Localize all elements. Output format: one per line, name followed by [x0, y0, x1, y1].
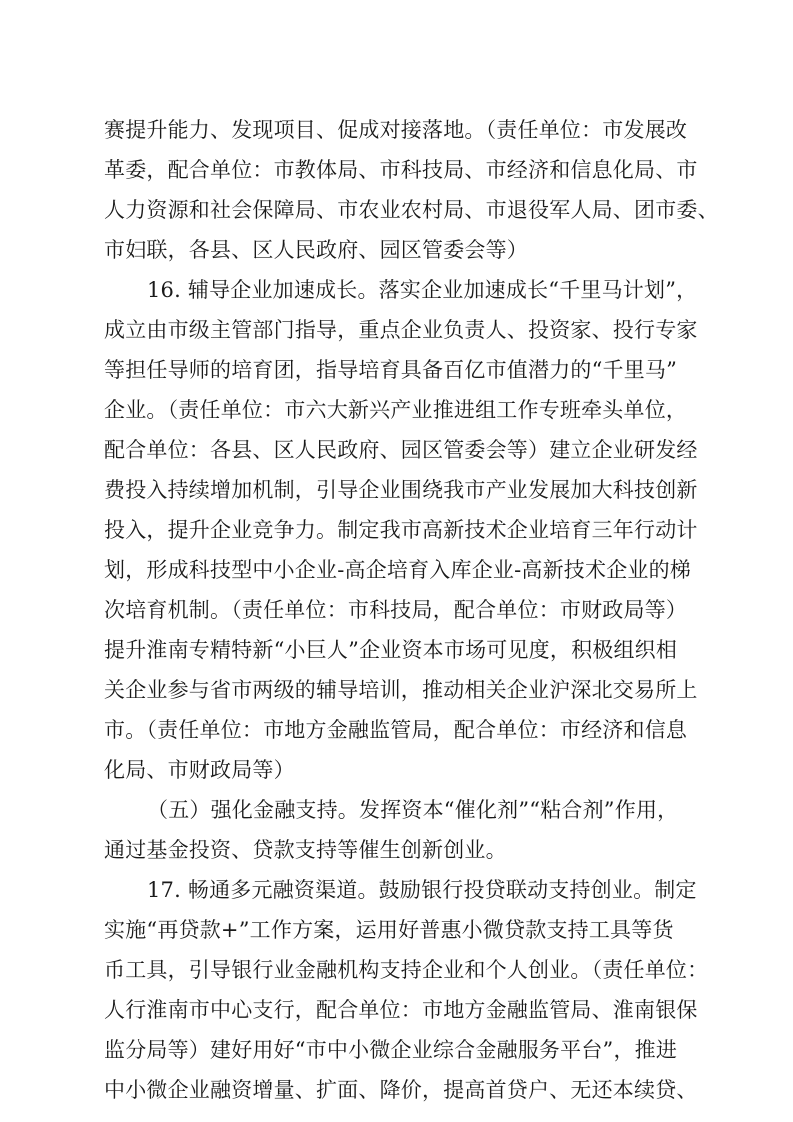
- text-line: 等担任导师的培育团，指导培育具备百亿市值潜力的“千里马”: [104, 358, 678, 382]
- text-line: 赛提升能力、发现项目、促成对接落地。（责任单位：市发展改: [104, 118, 688, 142]
- text-line: 费投入持续增加机制，引导企业围绕我市产业发展加大科技创新: [104, 478, 698, 502]
- text-line: 人力资源和社会保障局、市农业农村局、市退役军人局、团市委、: [104, 198, 719, 222]
- text-line: 划，形成科技型中小企业-高企培育入库企业-高新技术企业的梯: [104, 558, 691, 582]
- text-line: 关企业参与省市两级的辅导培训，推动相关企业沪深北交易所上: [104, 678, 698, 702]
- text-line: 中小微企业融资增量、扩面、降价，提高首贷户、无还本续贷、: [104, 1078, 698, 1102]
- text-line: 次培育机制。（责任单位：市科技局，配合单位：市财政局等）: [104, 598, 688, 622]
- text-line: 市。（责任单位：市地方金融监管局，配合单位：市经济和信息: [104, 718, 688, 742]
- text-line: 成立由市级主管部门指导，重点企业负责人、投资家、投行专家: [104, 318, 698, 342]
- text-line: 投入，提升企业竞争力。制定我市高新技术企业培育三年行动计: [104, 518, 698, 542]
- text-line: 配合单位：各县、区人民政府、园区管委会等）建立企业研发经: [104, 438, 698, 462]
- section-heading-line: （五）强化金融支持。发挥资本“催化剂”“粘合剂”作用，: [147, 798, 679, 822]
- text-line: 通过基金投资、贷款支持等催生创新创业。: [104, 838, 507, 862]
- text-line: 市妇联，各县、区人民政府、园区管委会等）: [104, 238, 528, 262]
- text-line: 企业。（责任单位：市六大新兴产业推进组工作专班牵头单位，: [104, 398, 688, 422]
- text-line: 实施“再贷款+”工作方案，运用好普惠小微贷款支持工具等货: [104, 918, 674, 942]
- text-line: 16. 辅导企业加速成长。落实企业加速成长“千里马计划”，: [147, 278, 698, 302]
- text-line: 17. 畅通多元融资渠道。鼓励银行投贷联动支持创业。制定: [147, 878, 697, 902]
- text-line: 革委，配合单位：市教体局、市科技局、市经济和信息化局、市: [104, 158, 698, 182]
- text-line: 人行淮南市中心支行，配合单位：市地方金融监管局、淮南银保: [104, 998, 698, 1022]
- text-line: 提升淮南专精特新“小巨人”企业资本市场可见度，积极组织相: [104, 638, 678, 662]
- text-line: 监分局等）建好用好“市中小微企业综合金融服务平台”，推进: [104, 1038, 678, 1062]
- text-line: 币工具，引导银行业金融机构支持企业和个人创业。（责任单位：: [104, 958, 709, 982]
- text-line: 化局、市财政局等）: [104, 758, 295, 782]
